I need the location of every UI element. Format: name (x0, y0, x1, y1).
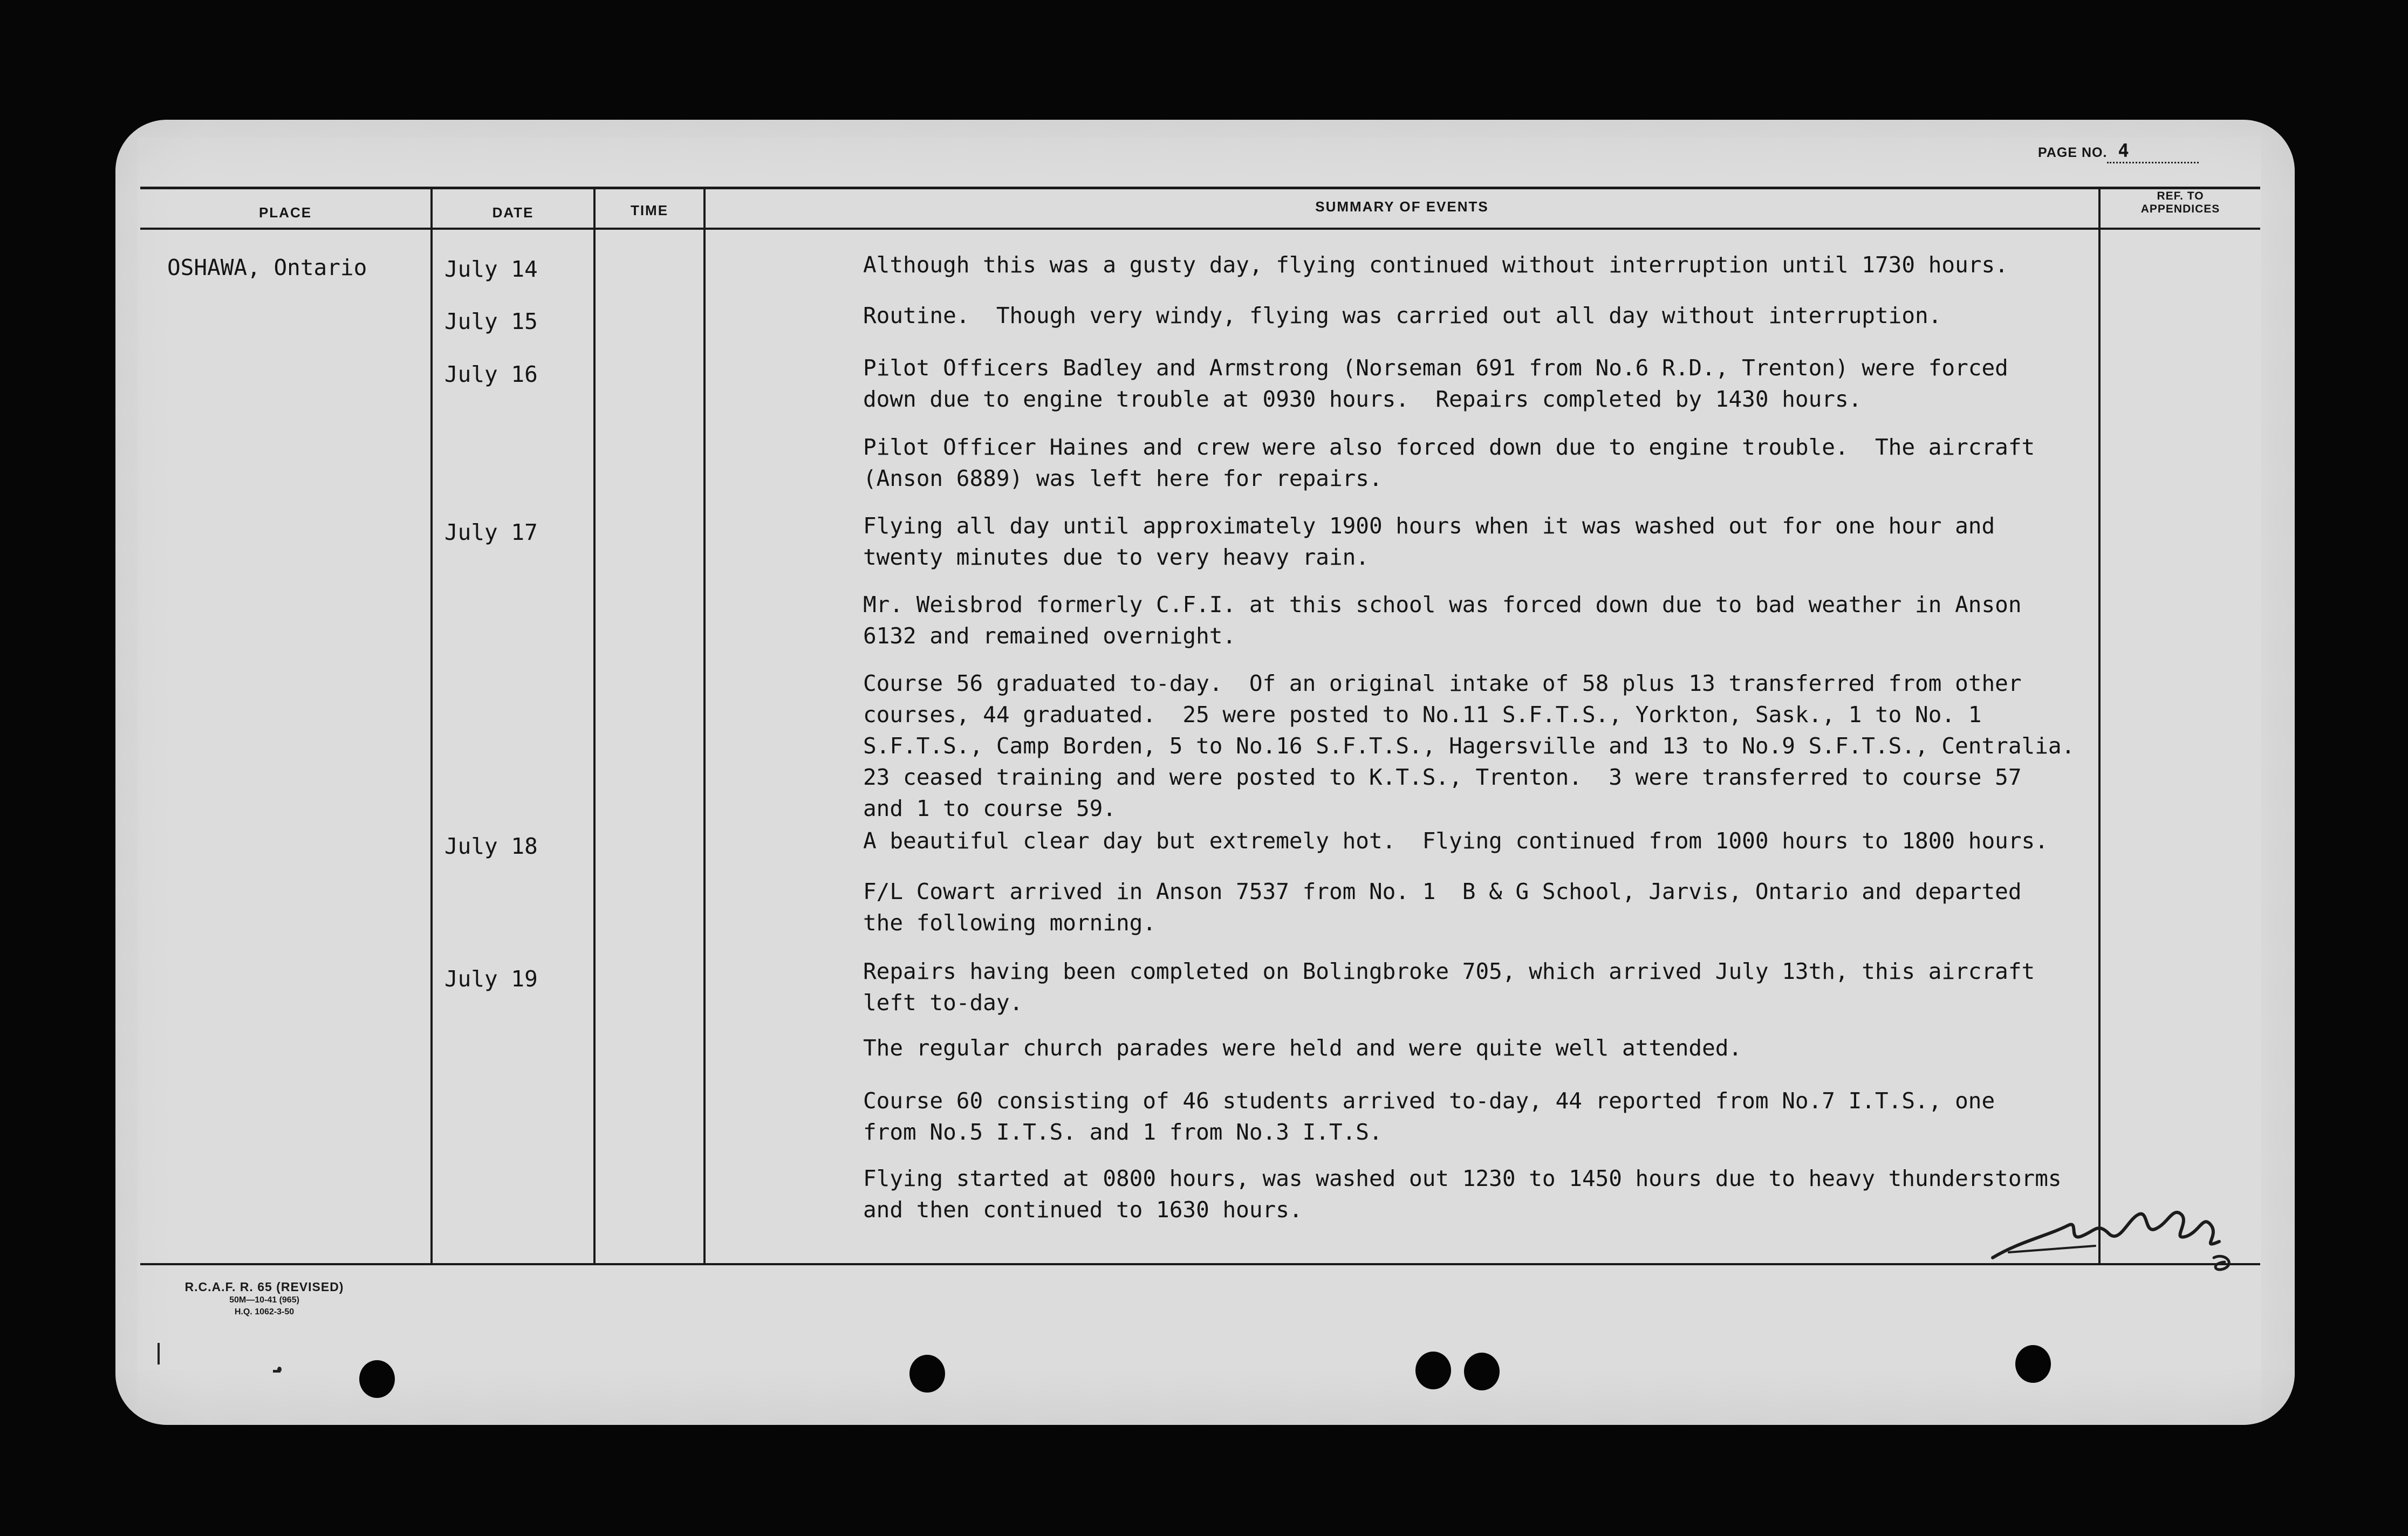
header-ref-line1: REF. TO (2157, 190, 2204, 202)
header-date: DATE (492, 204, 534, 221)
entry-line: Pilot Officer Haines and crew were also forced down due to engine trouble. The aircraft (863, 434, 2035, 460)
entry-line: The regular church parades were held and were quite well attended. (863, 1035, 1742, 1061)
entry-line: F/L Cowart arrived in Anson 7537 from No. 1 B & G School, Jarvis, Ontario and departed (863, 879, 2022, 904)
entry-line: Repairs having been completed on Bolingbroke 705, which arrived July 13th, this aircraft (863, 958, 2035, 984)
entry-line: Course 60 consisting of 46 students arrived to-day, 44 reported from No.7 I.T.S., one (863, 1088, 1995, 1114)
form-id-line2: 50M—10-41 (965) (229, 1295, 299, 1305)
stray-mark (158, 1343, 160, 1364)
entry-july-15 (863, 300, 1941, 331)
page-number (2038, 140, 2199, 163)
col-divider-summary-ref (2098, 187, 2101, 1265)
punch-hole (2015, 1345, 2051, 1383)
header-time: TIME (630, 202, 669, 218)
entry-line: twenty minutes due to very heavy rain. (863, 544, 1369, 570)
entry-july-17-rain (863, 510, 1995, 573)
form-id-line3: H.Q. 1062-3-50 (234, 1307, 295, 1316)
entry-line: and then continued to 1630 hours. (863, 1197, 1303, 1223)
header-ref-appendices (2101, 190, 2260, 216)
date-july-19: July 19 (444, 966, 538, 992)
col-divider-time-summary (703, 187, 706, 1265)
entry-line: Although this was a gusty day, flying continued without interruption until 1730 hours. (863, 252, 2008, 278)
entry-july-14 (863, 249, 2008, 280)
entry-line: Flying started at 0800 hours, was washed out 1230 to 1450 hours due to heavy thunderstorms (863, 1165, 2062, 1191)
punch-hole (359, 1360, 395, 1398)
date-july-15: July 15 (444, 308, 538, 334)
entry-line: (Anson 6889) was left here for repairs. (863, 465, 1383, 491)
date-july-17: July 17 (444, 519, 538, 545)
entry-line: Course 56 graduated to-day. Of an original intake of 58 plus 13 transferred from other (863, 670, 2022, 696)
entry-line: the following morning. (863, 910, 1157, 936)
col-divider-date-time (593, 187, 596, 1265)
date-july-14: July 14 (444, 256, 538, 282)
form-identifier (140, 1279, 388, 1318)
entry-july-18-cowart (863, 876, 2022, 938)
table-top-rule (140, 187, 2260, 189)
header-bottom-rule (140, 228, 2260, 230)
handwritten-signature (1987, 1177, 2246, 1274)
diary-form-card (115, 120, 2295, 1425)
entry-line: from No.5 I.T.S. and 1 from No.3 I.T.S. (863, 1119, 1383, 1145)
entry-line: Flying all day until approximately 1900 hours when it was washed out for one hour and (863, 513, 1995, 539)
entry-line: left to-day. (863, 990, 1023, 1016)
header-ref-line2: APPENDICES (2140, 203, 2220, 215)
entry-line: courses, 44 graduated. 25 were posted to No.11 S.F.T.S., Yorkton, Sask., 1 to No. 1 (863, 702, 1982, 728)
entry-line: down due to engine trouble at 0930 hours. Repairs completed by 1430 hours. (863, 386, 1862, 412)
entry-july-19-church (863, 1032, 1742, 1064)
entry-line: S.F.T.S., Camp Borden, 5 to No.16 S.F.T.S., Hagersville and 13 to No.9 S.F.T.S., Centralia. (863, 733, 2075, 759)
entry-line: 6132 and remained overnight. (863, 623, 1236, 649)
punch-hole (909, 1355, 945, 1393)
form-id-line1: R.C.A.F. R. 65 (REVISED) (184, 1280, 344, 1294)
place-cell: OSHAWA, Ontario (167, 255, 367, 280)
entry-july-19-bolingbroke (863, 956, 2035, 1018)
table-bottom-rule (140, 1263, 2260, 1265)
entry-line: Pilot Officers Badley and Armstrong (Norseman 691 from No.6 R.D., Trenton) were forced (863, 355, 2008, 381)
punch-hole (1415, 1352, 1451, 1389)
entry-july-19-thunderstorms (863, 1163, 2062, 1225)
entry-july-18-hot (863, 825, 2048, 856)
stray-mark (277, 1367, 282, 1372)
entry-july-16-forced-down (863, 352, 2008, 415)
punch-hole (1464, 1353, 1500, 1390)
date-july-16: July 16 (444, 361, 538, 387)
col-divider-place-date (430, 187, 433, 1265)
entry-july-19-course-60 (863, 1085, 1995, 1148)
entry-line: Routine. Though very windy, flying was carried out all day without interruption. (863, 303, 1942, 328)
entry-line: Mr. Weisbrod formerly C.F.I. at this school was forced down due to bad weather in Anson (863, 592, 2022, 618)
page-number-label: PAGE NO. (2038, 145, 2108, 160)
page-number-value: 4 (2107, 140, 2199, 163)
entry-line: 23 ceased training and were posted to K.T.S., Trenton. 3 were transferred to course 57 (863, 764, 2022, 790)
date-july-18: July 18 (444, 833, 538, 859)
entry-july-17-course-56 (863, 668, 2075, 824)
entry-line: A beautiful clear day but extremely hot. Flying continued from 1000 hours to 1800 hours. (863, 828, 2048, 854)
entry-line: and 1 to course 59. (863, 796, 1116, 821)
entry-july-16-haines (863, 431, 2035, 494)
entry-july-17-weisbrod (863, 589, 2022, 652)
header-summary: SUMMARY OF EVENTS (1315, 198, 1489, 215)
header-place: PLACE (258, 204, 312, 221)
